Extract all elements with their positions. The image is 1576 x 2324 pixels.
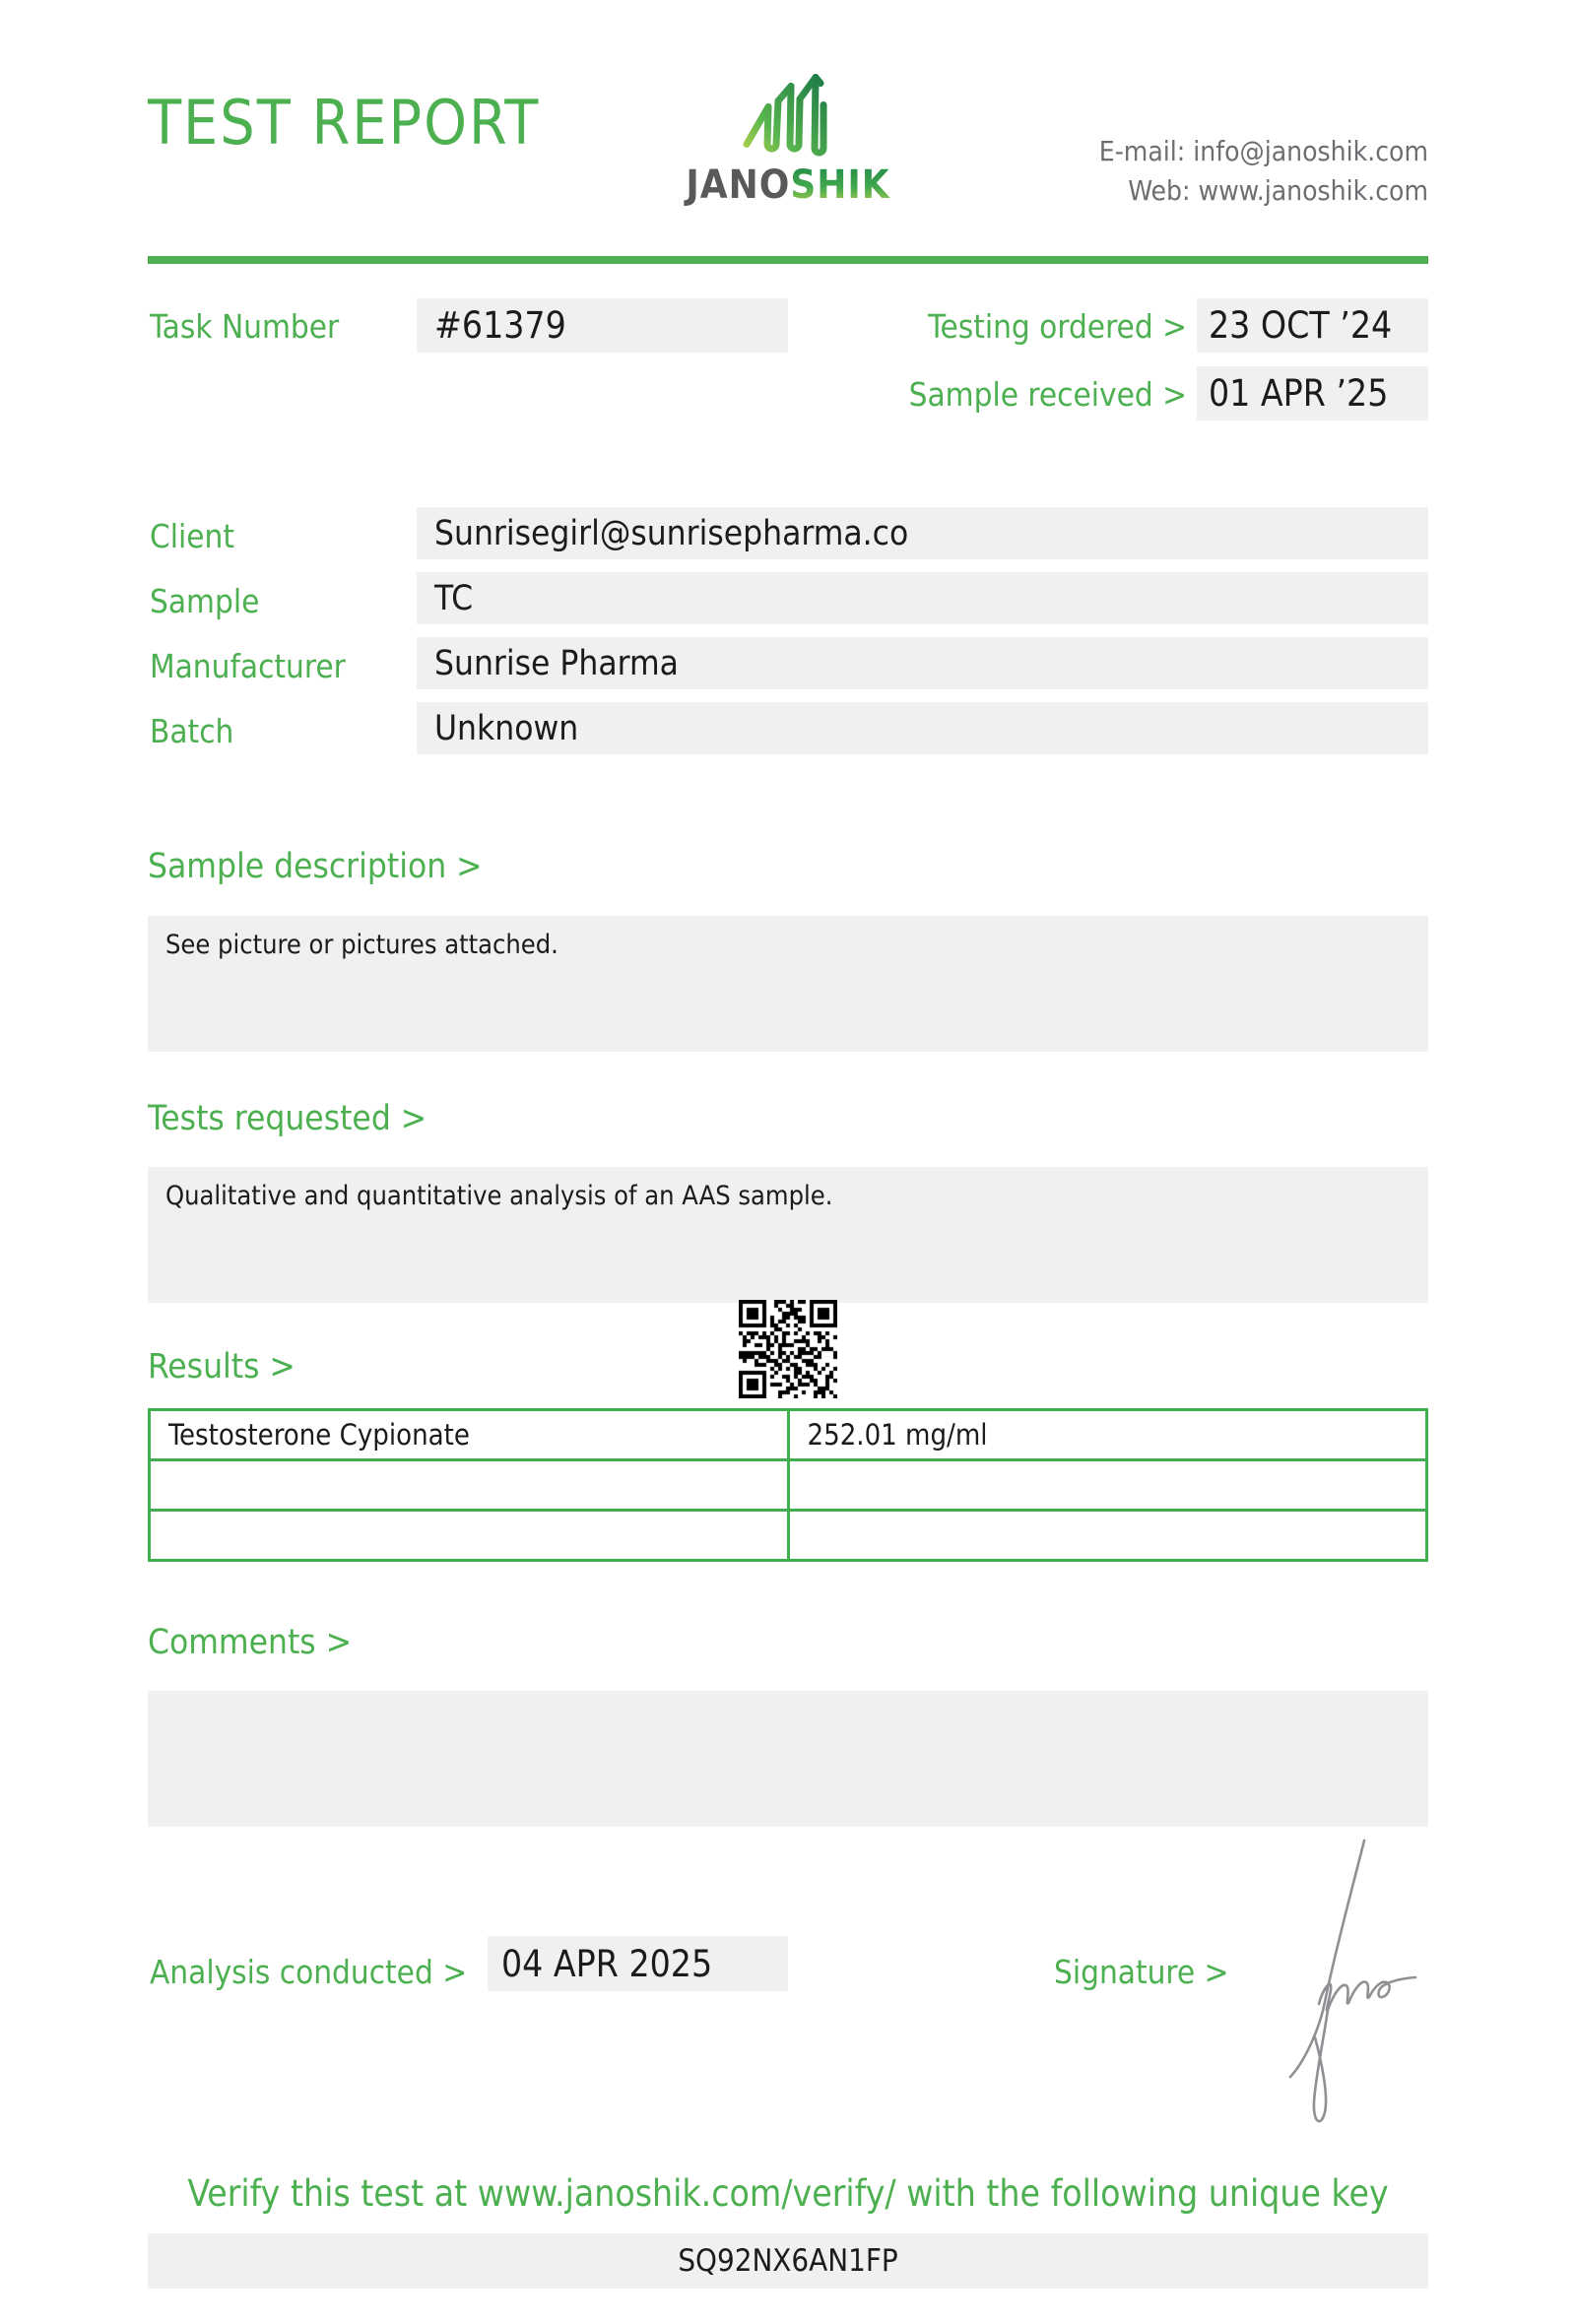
sample-received-label: Sample received >	[908, 375, 1187, 414]
analysis-conducted-label: Analysis conducted >	[150, 1953, 468, 1991]
sample-value-box	[417, 572, 1428, 624]
comments-box	[148, 1691, 1428, 1827]
sample-description-box: See picture or pictures attached.	[148, 916, 1428, 1052]
qr-code	[739, 1300, 837, 1398]
task-number-value-box	[417, 298, 788, 353]
verify-key-box	[148, 2233, 1428, 2289]
manufacturer-value: Sunrise Pharma	[434, 643, 679, 683]
results-row-3	[150, 1511, 1427, 1561]
results-row-1	[150, 1410, 1427, 1460]
analysis-conducted-value-box	[488, 1936, 788, 1991]
batch-value-box	[417, 702, 1428, 754]
testing-ordered-value: 23 OCT ’24	[1209, 304, 1393, 347]
comments-heading: Comments >	[148, 1623, 353, 1662]
verify-instruction: Verify this test at www.janoshik.com/verify/ with the following unique key	[187, 2172, 1389, 2215]
results-table	[148, 1408, 1428, 1562]
manufacturer-value-box	[417, 637, 1428, 689]
contact-email: E-mail: info@janoshik.com	[1098, 135, 1428, 167]
page-title: TEST REPORT	[148, 87, 541, 159]
sample-label: Sample	[150, 582, 260, 620]
results-heading: Results >	[148, 1347, 296, 1387]
result-amount: 252.01 mg/ml	[788, 1410, 1427, 1460]
result-amount	[788, 1511, 1427, 1561]
testing-ordered-label: Testing ordered >	[927, 307, 1187, 346]
growth-chart-icon	[739, 67, 837, 165]
verify-key: SQ92NX6AN1FP	[678, 2243, 898, 2279]
result-substance: Testosterone Cypionate	[150, 1410, 789, 1460]
brand-wordmark	[680, 162, 896, 208]
task-number-label: Task Number	[150, 307, 340, 346]
result-substance	[150, 1511, 789, 1561]
client-value-box	[417, 507, 1428, 559]
client-value: Sunrisegirl@sunrisepharma.co	[434, 513, 909, 553]
contact-web: Web: www.janoshik.com	[1128, 174, 1428, 207]
brand-shik: SHIK	[790, 162, 890, 208]
signature	[1266, 1827, 1433, 2142]
brand-jano: JANO	[686, 162, 791, 208]
results-row-2	[150, 1460, 1427, 1511]
batch-label: Batch	[150, 712, 234, 750]
manufacturer-label: Manufacturer	[150, 647, 346, 685]
sample-description-heading: Sample description >	[148, 847, 483, 886]
result-substance	[150, 1460, 789, 1511]
sample-received-value-box	[1197, 366, 1428, 420]
sample-value: TC	[434, 578, 474, 618]
sample-received-value: 01 APR ’25	[1209, 372, 1389, 415]
signature-label: Signature >	[1054, 1953, 1229, 1991]
janoshik-logo	[680, 67, 896, 225]
batch-value: Unknown	[434, 708, 579, 748]
header-divider	[148, 256, 1428, 264]
client-label: Client	[150, 517, 234, 555]
tests-requested-heading: Tests requested >	[148, 1099, 427, 1138]
tests-requested-box: Qualitative and quantitative analysis of an AAS sample.	[148, 1167, 1428, 1303]
result-amount	[788, 1460, 1427, 1511]
testing-ordered-value-box	[1197, 298, 1428, 353]
contact-info	[1099, 132, 1428, 211]
task-number-value: #61379	[434, 304, 566, 347]
analysis-conducted-value: 04 APR 2025	[501, 1942, 713, 1985]
